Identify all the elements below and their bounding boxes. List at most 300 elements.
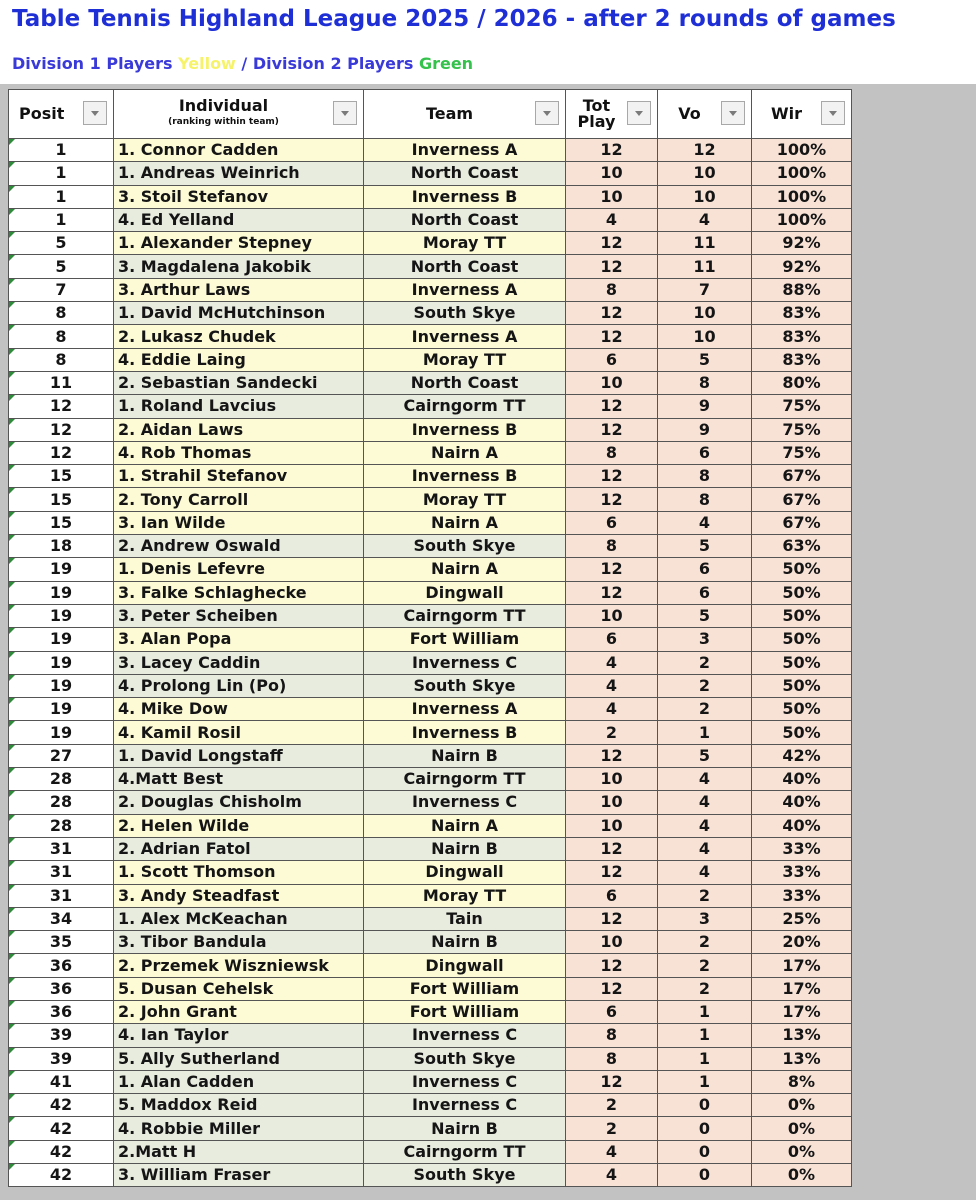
cell-won[interactable]: 3 [658,907,752,930]
cell-win-percent[interactable]: 100% [752,162,852,185]
cell-won[interactable]: 11 [658,255,752,278]
cell-position[interactable]: 8 [9,348,114,371]
table-row [9,535,852,558]
cell-win-percent[interactable]: 67% [752,465,852,488]
cell-player-name[interactable]: 3. Peter Scheiben [114,604,364,627]
cell-player-name[interactable]: 1. Strahil Stefanov [114,465,364,488]
cell-won[interactable]: 8 [658,371,752,394]
cell-position[interactable]: 5 [9,255,114,278]
cell-played[interactable]: 12 [566,325,658,348]
cell-player-name[interactable]: 2. Helen Wilde [114,814,364,837]
cell-played[interactable]: 8 [566,1024,658,1047]
cell-played[interactable]: 4 [566,208,658,231]
cell-won[interactable]: 2 [658,884,752,907]
cell-won[interactable]: 4 [658,511,752,534]
chevron-down-icon [543,111,551,116]
cell-position[interactable]: 1 [9,139,114,162]
cell-player-name[interactable]: 3. Ian Wilde [114,511,364,534]
cell-won[interactable]: 2 [658,674,752,697]
cell-player-name[interactable]: 4. Ed Yelland [114,208,364,231]
table-row [9,954,852,977]
cell-won[interactable]: 5 [658,535,752,558]
cell-played[interactable]: 4 [566,698,658,721]
cell-won[interactable]: 1 [658,1000,752,1023]
cell-position[interactable]: 31 [9,884,114,907]
cell-played[interactable]: 12 [566,395,658,418]
cell-player-name[interactable]: 3. Magdalena Jakobik [114,255,364,278]
filter-dropdown-team[interactable] [535,101,559,125]
cell-won[interactable]: 10 [658,302,752,325]
cell-team[interactable]: Inverness A [364,278,566,301]
cell-team[interactable]: Dingwall [364,954,566,977]
cell-won[interactable]: 5 [658,348,752,371]
cell-team[interactable]: Cairngorm TT [364,1140,566,1163]
table-row [9,371,852,394]
cell-position[interactable]: 39 [9,1047,114,1070]
cell-win-percent[interactable]: 75% [752,395,852,418]
filter-dropdown-played[interactable] [627,101,651,125]
cell-position[interactable]: 39 [9,1024,114,1047]
cell-played[interactable]: 8 [566,278,658,301]
cell-team[interactable]: Fort William [364,628,566,651]
filter-dropdown-win-percent[interactable] [821,101,845,125]
cell-won[interactable]: 0 [658,1117,752,1140]
cell-player-name[interactable]: 1. David McHutchinson [114,302,364,325]
cell-team[interactable]: Fort William [364,1000,566,1023]
cell-won[interactable]: 9 [658,395,752,418]
cell-win-percent[interactable]: 100% [752,208,852,231]
cell-won[interactable]: 4 [658,791,752,814]
cell-player-name[interactable]: 4. Ian Taylor [114,1024,364,1047]
cell-player-name[interactable]: 4. Mike Dow [114,698,364,721]
cell-player-name[interactable]: 3. Andy Steadfast [114,884,364,907]
cell-win-percent[interactable]: 33% [752,837,852,860]
cell-win-percent[interactable]: 0% [752,1140,852,1163]
cell-team[interactable]: Inverness B [364,465,566,488]
cell-team[interactable]: South Skye [364,302,566,325]
cell-position[interactable]: 36 [9,1000,114,1023]
cell-played[interactable]: 12 [566,558,658,581]
cell-team[interactable]: Nairn B [364,744,566,767]
cell-won[interactable]: 1 [658,1070,752,1093]
cell-played[interactable]: 12 [566,488,658,511]
cell-team[interactable]: Nairn B [364,837,566,860]
cell-played[interactable]: 12 [566,232,658,255]
cell-win-percent[interactable]: 0% [752,1094,852,1117]
cell-played[interactable]: 12 [566,139,658,162]
cell-team[interactable]: Inverness B [364,418,566,441]
cell-position[interactable]: 18 [9,535,114,558]
cell-played[interactable]: 10 [566,931,658,954]
cell-team[interactable]: North Coast [364,371,566,394]
cell-position[interactable]: 42 [9,1094,114,1117]
cell-win-percent[interactable]: 17% [752,954,852,977]
cell-position[interactable]: 19 [9,604,114,627]
cell-win-percent[interactable]: 50% [752,604,852,627]
cell-position[interactable]: 42 [9,1140,114,1163]
cell-team[interactable]: Nairn A [364,558,566,581]
header-played-line1: Tot [582,98,611,115]
cell-played[interactable]: 10 [566,604,658,627]
cell-team[interactable]: Inverness C [364,1024,566,1047]
cell-player-name[interactable]: 1. Alan Cadden [114,1070,364,1093]
cell-team[interactable]: South Skye [364,1164,566,1187]
legend-division-2-label: / Division 2 Players [235,54,419,73]
cell-win-percent[interactable]: 13% [752,1024,852,1047]
cell-team[interactable]: Cairngorm TT [364,395,566,418]
cell-win-percent[interactable]: 83% [752,348,852,371]
cell-player-name[interactable]: 4.Matt Best [114,768,364,791]
cell-played[interactable]: 12 [566,255,658,278]
cell-win-percent[interactable]: 92% [752,255,852,278]
cell-won[interactable]: 2 [658,954,752,977]
cell-position[interactable]: 35 [9,931,114,954]
cell-win-percent[interactable]: 50% [752,674,852,697]
cell-won[interactable]: 1 [658,1047,752,1070]
cell-win-percent[interactable]: 63% [752,535,852,558]
cell-win-percent[interactable]: 40% [752,791,852,814]
cell-win-percent[interactable]: 50% [752,698,852,721]
cell-player-name[interactable]: 2. Tony Carroll [114,488,364,511]
cell-win-percent[interactable]: 50% [752,581,852,604]
table-row [9,1094,852,1117]
cell-player-name[interactable]: 4. Rob Thomas [114,441,364,464]
cell-win-percent[interactable]: 0% [752,1117,852,1140]
header-position-label: Posit [19,106,65,122]
cell-player-name[interactable]: 2. Lukasz Chudek [114,325,364,348]
cell-win-percent[interactable]: 50% [752,558,852,581]
cell-win-percent[interactable]: 50% [752,628,852,651]
cell-won[interactable]: 10 [658,325,752,348]
cell-played[interactable]: 6 [566,1000,658,1023]
cell-player-name[interactable]: 1. Connor Cadden [114,139,364,162]
cell-player-name[interactable]: 1. Alex McKeachan [114,907,364,930]
cell-played[interactable]: 12 [566,861,658,884]
table-row [9,348,852,371]
filter-dropdown-individual[interactable] [333,101,357,125]
cell-team[interactable]: Nairn B [364,931,566,954]
cell-win-percent[interactable]: 100% [752,185,852,208]
cell-won[interactable]: 11 [658,232,752,255]
cell-team[interactable]: Inverness B [364,185,566,208]
cell-played[interactable]: 2 [566,1117,658,1140]
cell-position[interactable]: 1 [9,208,114,231]
cell-played[interactable]: 12 [566,1070,658,1093]
cell-player-name[interactable]: 3. Arthur Laws [114,278,364,301]
cell-win-percent[interactable]: 67% [752,488,852,511]
cell-win-percent[interactable]: 40% [752,768,852,791]
cell-position[interactable]: 27 [9,744,114,767]
cell-played[interactable]: 8 [566,535,658,558]
cell-played[interactable]: 12 [566,954,658,977]
cell-won[interactable]: 0 [658,1164,752,1187]
cell-played[interactable]: 10 [566,791,658,814]
cell-player-name[interactable]: 2.Matt H [114,1140,364,1163]
cell-position[interactable]: 11 [9,371,114,394]
table-row [9,325,852,348]
cell-position[interactable]: 19 [9,674,114,697]
cell-win-percent[interactable]: 75% [752,418,852,441]
cell-team[interactable]: Moray TT [364,488,566,511]
cell-played[interactable]: 12 [566,465,658,488]
cell-played[interactable]: 12 [566,418,658,441]
cell-player-name[interactable]: 4. Prolong Lin (Po) [114,674,364,697]
cell-team[interactable]: Inverness A [364,139,566,162]
cell-win-percent[interactable]: 17% [752,977,852,1000]
table-row [9,721,852,744]
cell-player-name[interactable]: 4. Robbie Miller [114,1117,364,1140]
cell-team[interactable]: Fort William [364,977,566,1000]
cell-player-name[interactable]: 2. Douglas Chisholm [114,791,364,814]
cell-player-name[interactable]: 4. Kamil Rosil [114,721,364,744]
header-played-line2: Play [577,112,616,130]
table-row [9,488,852,511]
cell-position[interactable]: 19 [9,558,114,581]
cell-position[interactable]: 19 [9,721,114,744]
cell-won[interactable]: 2 [658,931,752,954]
cell-position[interactable]: 28 [9,768,114,791]
cell-win-percent[interactable]: 100% [752,139,852,162]
cell-played[interactable]: 12 [566,837,658,860]
cell-player-name[interactable]: 4. Eddie Laing [114,348,364,371]
cell-player-name[interactable]: 1. Denis Lefevre [114,558,364,581]
cell-player-name[interactable]: 3. Alan Popa [114,628,364,651]
cell-player-name[interactable]: 5. Ally Sutherland [114,1047,364,1070]
cell-player-name[interactable]: 1. David Longstaff [114,744,364,767]
cell-played[interactable]: 8 [566,441,658,464]
cell-win-percent[interactable]: 13% [752,1047,852,1070]
cell-team[interactable]: Nairn A [364,441,566,464]
cell-won[interactable]: 4 [658,837,752,860]
cell-position[interactable]: 36 [9,977,114,1000]
cell-played[interactable]: 4 [566,651,658,674]
cell-position[interactable]: 31 [9,861,114,884]
cell-played[interactable]: 6 [566,348,658,371]
cell-won[interactable]: 8 [658,488,752,511]
cell-won[interactable]: 2 [658,698,752,721]
cell-team[interactable]: Inverness C [364,651,566,674]
cell-won[interactable]: 8 [658,465,752,488]
cell-won[interactable]: 4 [658,208,752,231]
cell-team[interactable]: Moray TT [364,232,566,255]
table-row [9,1070,852,1093]
cell-won[interactable]: 5 [658,744,752,767]
cell-win-percent[interactable]: 33% [752,861,852,884]
cell-team[interactable]: Inverness A [364,698,566,721]
cell-team[interactable]: Moray TT [364,348,566,371]
cell-position[interactable]: 15 [9,511,114,534]
filter-dropdown-position[interactable] [83,101,107,125]
cell-won[interactable]: 7 [658,278,752,301]
cell-position[interactable]: 19 [9,581,114,604]
cell-position[interactable]: 15 [9,465,114,488]
cell-won[interactable]: 0 [658,1140,752,1163]
cell-won[interactable]: 4 [658,768,752,791]
cell-won[interactable]: 5 [658,604,752,627]
cell-player-name[interactable]: 2. Sebastian Sandecki [114,371,364,394]
table-row [9,884,852,907]
cell-position[interactable]: 19 [9,698,114,721]
cell-played[interactable]: 12 [566,581,658,604]
cell-played[interactable]: 4 [566,674,658,697]
cell-team[interactable]: North Coast [364,255,566,278]
cell-player-name[interactable]: 3. William Fraser [114,1164,364,1187]
cell-team[interactable]: Cairngorm TT [364,768,566,791]
cell-position[interactable]: 5 [9,232,114,255]
cell-position[interactable]: 12 [9,441,114,464]
cell-played[interactable]: 10 [566,162,658,185]
cell-player-name[interactable]: 2. Adrian Fatol [114,837,364,860]
cell-win-percent[interactable]: 40% [752,814,852,837]
cell-won[interactable]: 0 [658,1094,752,1117]
cell-won[interactable]: 3 [658,628,752,651]
cell-played[interactable]: 6 [566,511,658,534]
cell-won[interactable]: 2 [658,651,752,674]
cell-played[interactable]: 6 [566,628,658,651]
cell-team[interactable]: Dingwall [364,861,566,884]
cell-team[interactable]: North Coast [364,208,566,231]
cell-position[interactable]: 7 [9,278,114,301]
cell-player-name[interactable]: 1. Roland Lavcius [114,395,364,418]
cell-team[interactable]: Inverness B [364,721,566,744]
cell-played[interactable]: 12 [566,907,658,930]
table-row [9,139,852,162]
cell-win-percent[interactable]: 50% [752,721,852,744]
cell-win-percent[interactable]: 33% [752,884,852,907]
cell-played[interactable]: 10 [566,371,658,394]
legend-green-word: Green [418,54,474,73]
cell-player-name[interactable]: 3. Falke Schlaghecke [114,581,364,604]
cell-won[interactable]: 2 [658,977,752,1000]
cell-win-percent[interactable]: 0% [752,1164,852,1187]
cell-played[interactable]: 12 [566,977,658,1000]
cell-win-percent[interactable]: 42% [752,744,852,767]
cell-played[interactable]: 10 [566,814,658,837]
cell-team[interactable]: South Skye [364,1047,566,1070]
cell-team[interactable]: Nairn A [364,814,566,837]
cell-player-name[interactable]: 1. Andreas Weinrich [114,162,364,185]
table-row [9,278,852,301]
cell-win-percent[interactable]: 50% [752,651,852,674]
cell-won[interactable]: 6 [658,558,752,581]
cell-team[interactable]: Nairn A [364,511,566,534]
header-position [9,90,114,139]
cell-player-name[interactable]: 3. Lacey Caddin [114,651,364,674]
cell-win-percent[interactable]: 25% [752,907,852,930]
cell-played[interactable]: 12 [566,744,658,767]
cell-position[interactable]: 31 [9,837,114,860]
header-win-percent-label: Wir [770,106,803,122]
table-row [9,604,852,627]
cell-position[interactable]: 41 [9,1070,114,1093]
cell-win-percent[interactable]: 83% [752,302,852,325]
cell-player-name[interactable]: 5. Maddox Reid [114,1094,364,1117]
cell-played[interactable]: 8 [566,1047,658,1070]
cell-team[interactable]: Cairngorm TT [364,604,566,627]
cell-team[interactable]: Dingwall [364,581,566,604]
cell-won[interactable]: 10 [658,185,752,208]
cell-team[interactable]: Tain [364,907,566,930]
cell-win-percent[interactable]: 75% [752,441,852,464]
cell-win-percent[interactable]: 20% [752,931,852,954]
cell-position[interactable]: 15 [9,488,114,511]
cell-position[interactable]: 42 [9,1164,114,1187]
cell-position[interactable]: 8 [9,325,114,348]
cell-won[interactable]: 1 [658,1024,752,1047]
cell-position[interactable]: 36 [9,954,114,977]
cell-position[interactable]: 12 [9,395,114,418]
cell-won[interactable]: 1 [658,721,752,744]
cell-played[interactable]: 2 [566,1094,658,1117]
cell-played[interactable]: 6 [566,884,658,907]
cell-position[interactable]: 12 [9,418,114,441]
table-row [9,208,852,231]
cell-win-percent[interactable]: 8% [752,1070,852,1093]
cell-position[interactable]: 42 [9,1117,114,1140]
cell-team[interactable]: South Skye [364,674,566,697]
cell-win-percent[interactable]: 88% [752,278,852,301]
cell-team[interactable]: Nairn B [364,1117,566,1140]
cell-won[interactable]: 9 [658,418,752,441]
cell-win-percent[interactable]: 80% [752,371,852,394]
cell-played[interactable]: 10 [566,185,658,208]
cell-won[interactable]: 10 [658,162,752,185]
cell-player-name[interactable]: 5. Dusan Cehelsk [114,977,364,1000]
cell-win-percent[interactable]: 92% [752,232,852,255]
cell-team[interactable]: North Coast [364,162,566,185]
cell-team[interactable]: Inverness C [364,791,566,814]
cell-position[interactable]: 1 [9,162,114,185]
cell-win-percent[interactable]: 67% [752,511,852,534]
cell-won[interactable]: 12 [658,139,752,162]
cell-team[interactable]: South Skye [364,535,566,558]
cell-win-percent[interactable]: 17% [752,1000,852,1023]
cell-position[interactable]: 19 [9,651,114,674]
cell-player-name[interactable]: 3. Stoil Stefanov [114,185,364,208]
cell-position[interactable]: 34 [9,907,114,930]
cell-player-name[interactable]: 2. Aidan Laws [114,418,364,441]
cell-player-name[interactable]: 1. Alexander Stepney [114,232,364,255]
cell-won[interactable]: 6 [658,581,752,604]
cell-played[interactable]: 12 [566,302,658,325]
filter-dropdown-won[interactable] [721,101,745,125]
cell-won[interactable]: 4 [658,861,752,884]
cell-player-name[interactable]: 2. John Grant [114,1000,364,1023]
cell-played[interactable]: 4 [566,1140,658,1163]
cell-won[interactable]: 6 [658,441,752,464]
cell-player-name[interactable]: 1. Scott Thomson [114,861,364,884]
division-legend [12,54,473,73]
cell-won[interactable]: 4 [658,814,752,837]
cell-played[interactable]: 2 [566,721,658,744]
cell-win-percent[interactable]: 83% [752,325,852,348]
cell-position[interactable]: 8 [9,302,114,325]
cell-player-name[interactable]: 2. Andrew Oswald [114,535,364,558]
cell-position[interactable]: 28 [9,814,114,837]
cell-position[interactable]: 19 [9,628,114,651]
cell-team[interactable]: Inverness C [364,1094,566,1117]
cell-player-name[interactable]: 3. Tibor Bandula [114,931,364,954]
cell-team[interactable]: Moray TT [364,884,566,907]
cell-team[interactable]: Inverness A [364,325,566,348]
cell-played[interactable]: 10 [566,768,658,791]
cell-player-name[interactable]: 2. Przemek Wiszniewsk [114,954,364,977]
cell-position[interactable]: 1 [9,185,114,208]
cell-position[interactable]: 28 [9,791,114,814]
table-body [9,139,852,1187]
cell-team[interactable]: Inverness C [364,1070,566,1093]
cell-played[interactable]: 4 [566,1164,658,1187]
